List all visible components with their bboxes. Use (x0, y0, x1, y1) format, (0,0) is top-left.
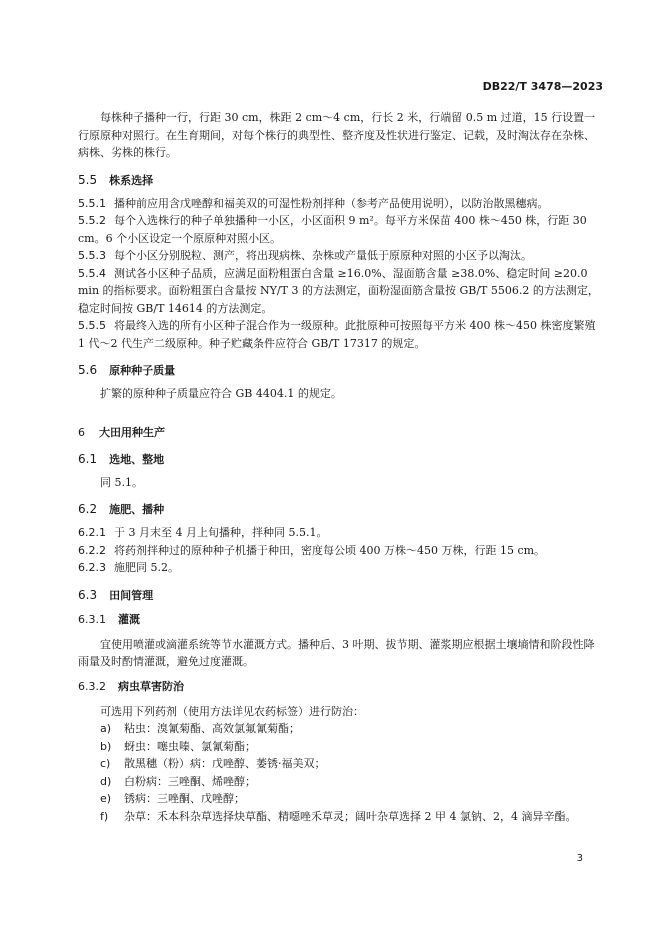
paragraph-6-1: 同 5.1。 (100, 475, 143, 489)
clause-number: 5.5.2 (78, 214, 106, 227)
subsection-number: 6.3.2 (78, 679, 106, 693)
list-item (78, 738, 600, 756)
document-code: DB22/T 3478—2023 (482, 80, 603, 93)
subsection-number: 6.3.1 (78, 612, 106, 626)
page-number: 3 (576, 853, 583, 864)
chapter-title: 大田用种生产 (99, 425, 165, 439)
section-number: 6.3 (78, 587, 98, 602)
list-item (78, 755, 600, 773)
list-item (78, 773, 600, 791)
paragraph-6-3-2: 可选用下列药剂（使用方法详见农药标签）进行防治： (100, 704, 364, 718)
chapter-number: 6 (78, 425, 85, 439)
list-item (78, 720, 600, 738)
section-title: 选地、整地 (109, 452, 165, 466)
paragraph-5-6: 扩繁的原种种子质量应符合 GB 4404.1 的规定。 (100, 387, 342, 400)
clause-text: 施肥同 5.2。 (114, 561, 179, 574)
section-title: 株系选择 (109, 173, 154, 187)
pesticide-list (78, 720, 600, 825)
list-text: 蚜虫：噻虫嗪、氯氰菊酯； (124, 739, 256, 753)
list-text: 锈病：三唑酮、戊唑醇； (124, 792, 245, 805)
document-body (78, 109, 600, 825)
list-marker: c) (100, 757, 111, 770)
section-title: 施肥、播种 (109, 503, 165, 516)
paragraph-6-3-1: 宜使用喷灌或滴灌系统等节水灌溉方式。播种后、3 叶期、拔节期、灌浆期应根据土壤墒情和阶段性降雨量及时酌情灌溉，避免过度灌溉。 (78, 637, 595, 668)
clause-5-5-1 (78, 195, 600, 213)
clause-text: 于 3 月末至 4 月上旬播种，拌种同 5.5.1。 (114, 526, 328, 539)
list-marker: a) (100, 722, 112, 735)
list-text: 杂草：禾本科杂草选择炔草酯、精噁唑禾草灵；阔叶杂草选择 2 甲 4 氯钠、2，4 滴异辛酯。 (124, 809, 577, 823)
clause-text: 每个小区分别脱粒、测产，将出现病株、杂株或产量低于原原种对照的小区予以淘汰。 (114, 249, 532, 262)
subsection-title: 灌溉 (118, 612, 140, 626)
clause-number: 6.2.1 (78, 526, 106, 539)
clause-number: 5.5.3 (78, 249, 106, 262)
clause-6-2-1 (78, 524, 600, 542)
list-item (78, 790, 600, 808)
list-marker: e) (100, 792, 112, 805)
clause-6-2-3 (78, 559, 600, 577)
list-text: 白粉病：三唑酮、烯唑醇； (124, 774, 256, 788)
section-number: 5.6 (78, 363, 98, 377)
section-heading-5-5 (78, 172, 600, 189)
section-heading-6-3 (78, 587, 600, 604)
section-number: 6.2 (78, 502, 98, 516)
list-text: 散黑穗（粉）病：戊唑醇、萎锈·福美双； (124, 757, 326, 770)
clause-text: 测试各小区种子品质，应满足面粉粗蛋白含量 ≥16.0%、湿面筋含量 ≥38.0%、稳定时间 ≥20.0 min 的指标要求。面粉粗蛋白含量按 NY/T 3 的方法测定，面粉湿面筋含量按 GB/T 5506.2 的方法测定，稳定时间按 GB/T 14614 的方法测定。 (78, 266, 599, 315)
subsection-title: 病虫草害防治 (118, 679, 184, 693)
clause-text: 每个入选株行的种子单独播种一小区，小区面积 9 m²。每平方米保苗 400 株～450 株，行距 30 cm。6 个小区设定一个原原种对照小区。 (78, 214, 587, 245)
clause-text: 播种前应用含戊唑醇和福美双的可湿性粉剂拌种（参考产品使用说明），以防治散黑穗病。 (114, 196, 549, 210)
list-marker: f) (100, 809, 109, 823)
paragraph-intro: 每株种子播种一行，行距 30 cm，株距 2 cm～4 cm，行长 2 米，行端留 0.5 m 过道，15 行设置一行原原种对照行。在生育期间，对每个株行的典型性、整齐度及性状进行鉴定、记载，及时淘汰存在杂株、病株、劣株的株行。 (78, 111, 596, 159)
clause-5-5-4 (78, 265, 600, 318)
list-item (78, 808, 600, 826)
clause-5-5-5 (78, 317, 600, 352)
list-text: 粘虫：溴氰菊酯、高效氯氟氰菊酯； (124, 722, 300, 735)
clause-number: 5.5.5 (78, 319, 106, 332)
chapter-heading-6 (78, 425, 600, 441)
clause-5-5-2 (78, 212, 600, 247)
section-heading-6-2 (78, 501, 600, 518)
section-title: 原种种子质量 (109, 364, 176, 377)
clause-number: 6.2.2 (78, 543, 106, 557)
subsection-heading-6-3-2 (78, 679, 600, 695)
clause-6-2-2 (78, 542, 600, 560)
clause-5-5-3 (78, 247, 600, 265)
list-marker: d) (100, 774, 112, 788)
clause-number: 6.2.3 (78, 561, 106, 574)
clause-text: 将最终入选的所有小区种子混合作为一级原种。此批原种可按照每平方米 400 株～450 株密度繁殖 1 代～2 代生产二级原种。种子贮藏条件应符合 GB/T 17317 的规定。 (78, 319, 596, 350)
subsection-heading-6-3-1 (78, 612, 600, 628)
section-number: 5.5 (78, 172, 98, 187)
section-number: 6.1 (78, 451, 98, 466)
clause-number: 5.5.4 (78, 266, 106, 280)
section-heading-5-6 (78, 362, 600, 379)
section-title: 田间管理 (109, 588, 154, 602)
clause-text: 将药剂拌种过的原种种子机播于种田，密度每公顷 400 万株～450 万株，行距 15 cm。 (114, 543, 546, 557)
section-heading-6-1 (78, 451, 600, 468)
list-marker: b) (100, 739, 112, 753)
clause-number: 5.5.1 (78, 196, 106, 210)
